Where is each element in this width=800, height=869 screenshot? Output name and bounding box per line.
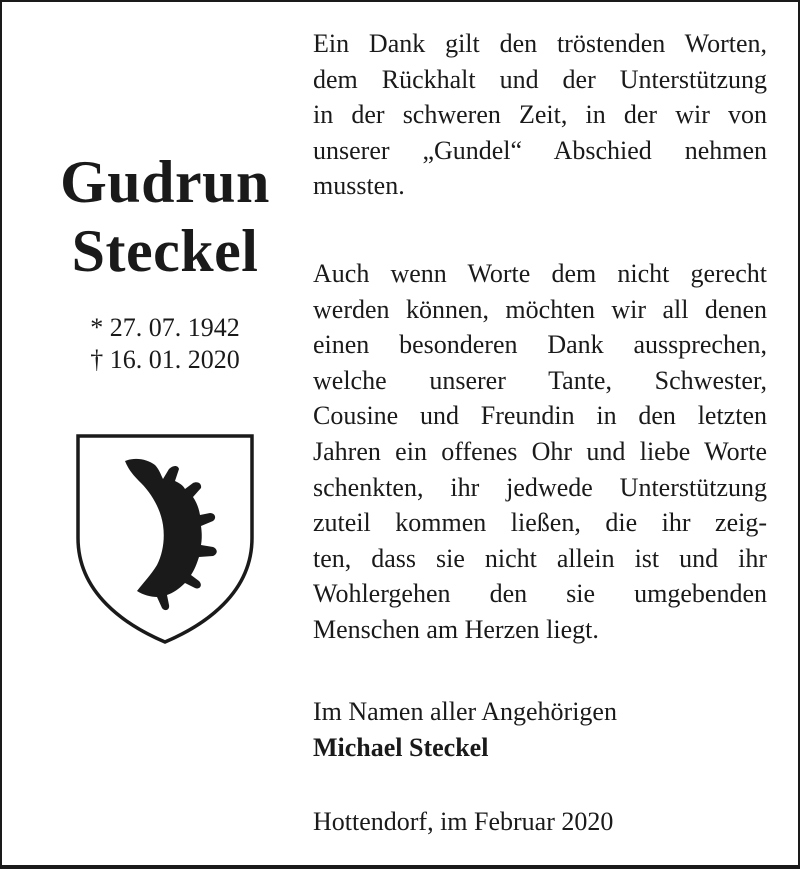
text-line: werden können, möchten wir all denen <box>313 294 767 324</box>
signature-intro: Im Namen aller Angehörigen <box>313 697 617 726</box>
text-line: mussten. <box>313 171 405 201</box>
text-line: Wohlergehen den sie umgebenden <box>313 579 767 609</box>
text-line: in der schweren Zeit, in der wir von <box>313 100 767 130</box>
text-line: zuteil kommen ließen, die ihr zeig- <box>313 508 767 538</box>
text-line: dem Rückhalt und der Unterstützung <box>313 64 767 94</box>
text-line: ten, dass sie nicht allein ist und ihr <box>313 543 767 573</box>
text-line: Cousine und Freundin in den letzten <box>313 401 767 431</box>
death-date: † 16. 01. 2020 <box>90 345 240 374</box>
text-line: unserer „Gundel“ Abschied nehmen <box>313 135 767 165</box>
text-line: einen besonderen Dank aussprechen, <box>313 330 767 360</box>
text-line: welche unserer Tante, Schwester, <box>313 365 767 395</box>
text-line: schenkten, ihr jedwede Unterstützung <box>313 472 767 502</box>
deceased-last-name: Steckel <box>71 218 259 284</box>
deceased-first-name: Gudrun <box>60 149 270 215</box>
place-and-date: Hottendorf, im Februar 2020 <box>313 807 614 836</box>
text-line: Menschen am Herzen liegt. <box>313 614 599 644</box>
gratitude-paragraph-1 <box>313 26 767 204</box>
text-line: Jahren ein offenes Ohr und liebe Worte <box>313 436 767 466</box>
coat-of-arms-icon <box>75 433 255 645</box>
text-line: Ein Dank gilt den tröstenden Worten, <box>313 29 767 58</box>
birth-date: * 27. 07. 1942 <box>90 313 240 342</box>
text-line: Auch wenn Worte dem nicht gerecht <box>313 259 767 288</box>
signature-block <box>313 694 767 765</box>
gratitude-paragraph-2 <box>313 256 767 648</box>
left-column <box>0 0 330 860</box>
signature-name: Michael Steckel <box>313 732 489 762</box>
